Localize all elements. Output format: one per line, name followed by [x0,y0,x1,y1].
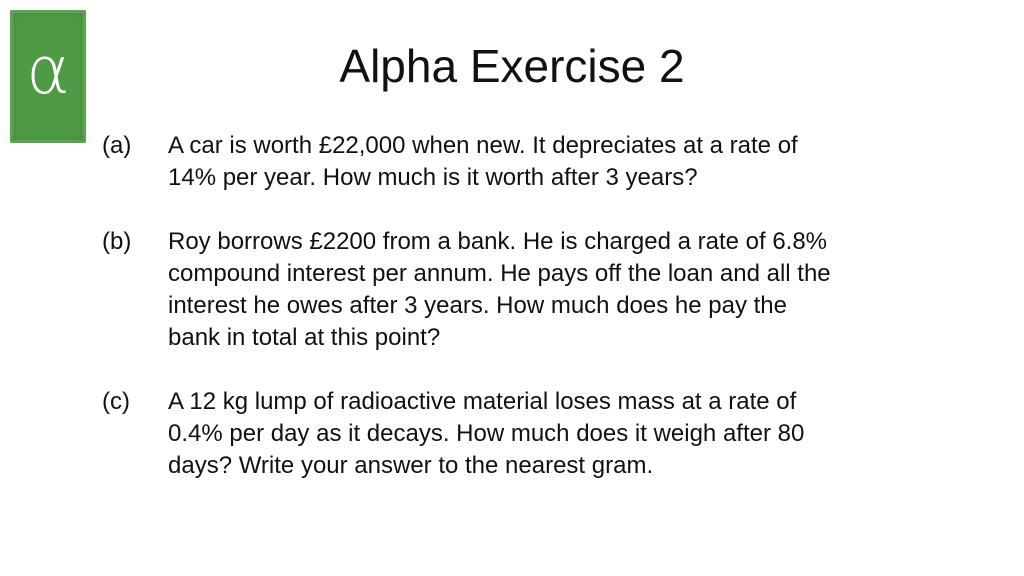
question-line: A 12 kg lump of radioactive material loses mass at a rate of [168,388,797,415]
question-label: (c) [102,388,130,415]
question-line: 0.4% per day as it decays. How much does it weigh after 80 [168,420,805,447]
question-line: Roy borrows £2200 from a bank. He is charged a rate of 6.8% [168,228,828,255]
alpha-icon: α [26,32,70,109]
question-line: 14% per year. How much is it worth after 3 years? [168,164,698,191]
question-text [168,130,958,194]
question-label: (a) [102,132,132,159]
page-title: Alpha Exercise 2 [339,40,685,92]
question-line: A car is worth £22,000 when new. It depreciates at a rate of [168,132,798,159]
question-line: compound interest per annum. He pays off the loan and all the [168,260,831,287]
question-line: interest he owes after 3 years. How much does he pay the [168,292,787,319]
question-line: bank in total at this point? [168,324,441,351]
question-text [168,386,958,482]
question-label: (b) [102,228,132,255]
question-line: days? Write your answer to the nearest gram. [168,452,654,479]
question-text [168,226,958,354]
